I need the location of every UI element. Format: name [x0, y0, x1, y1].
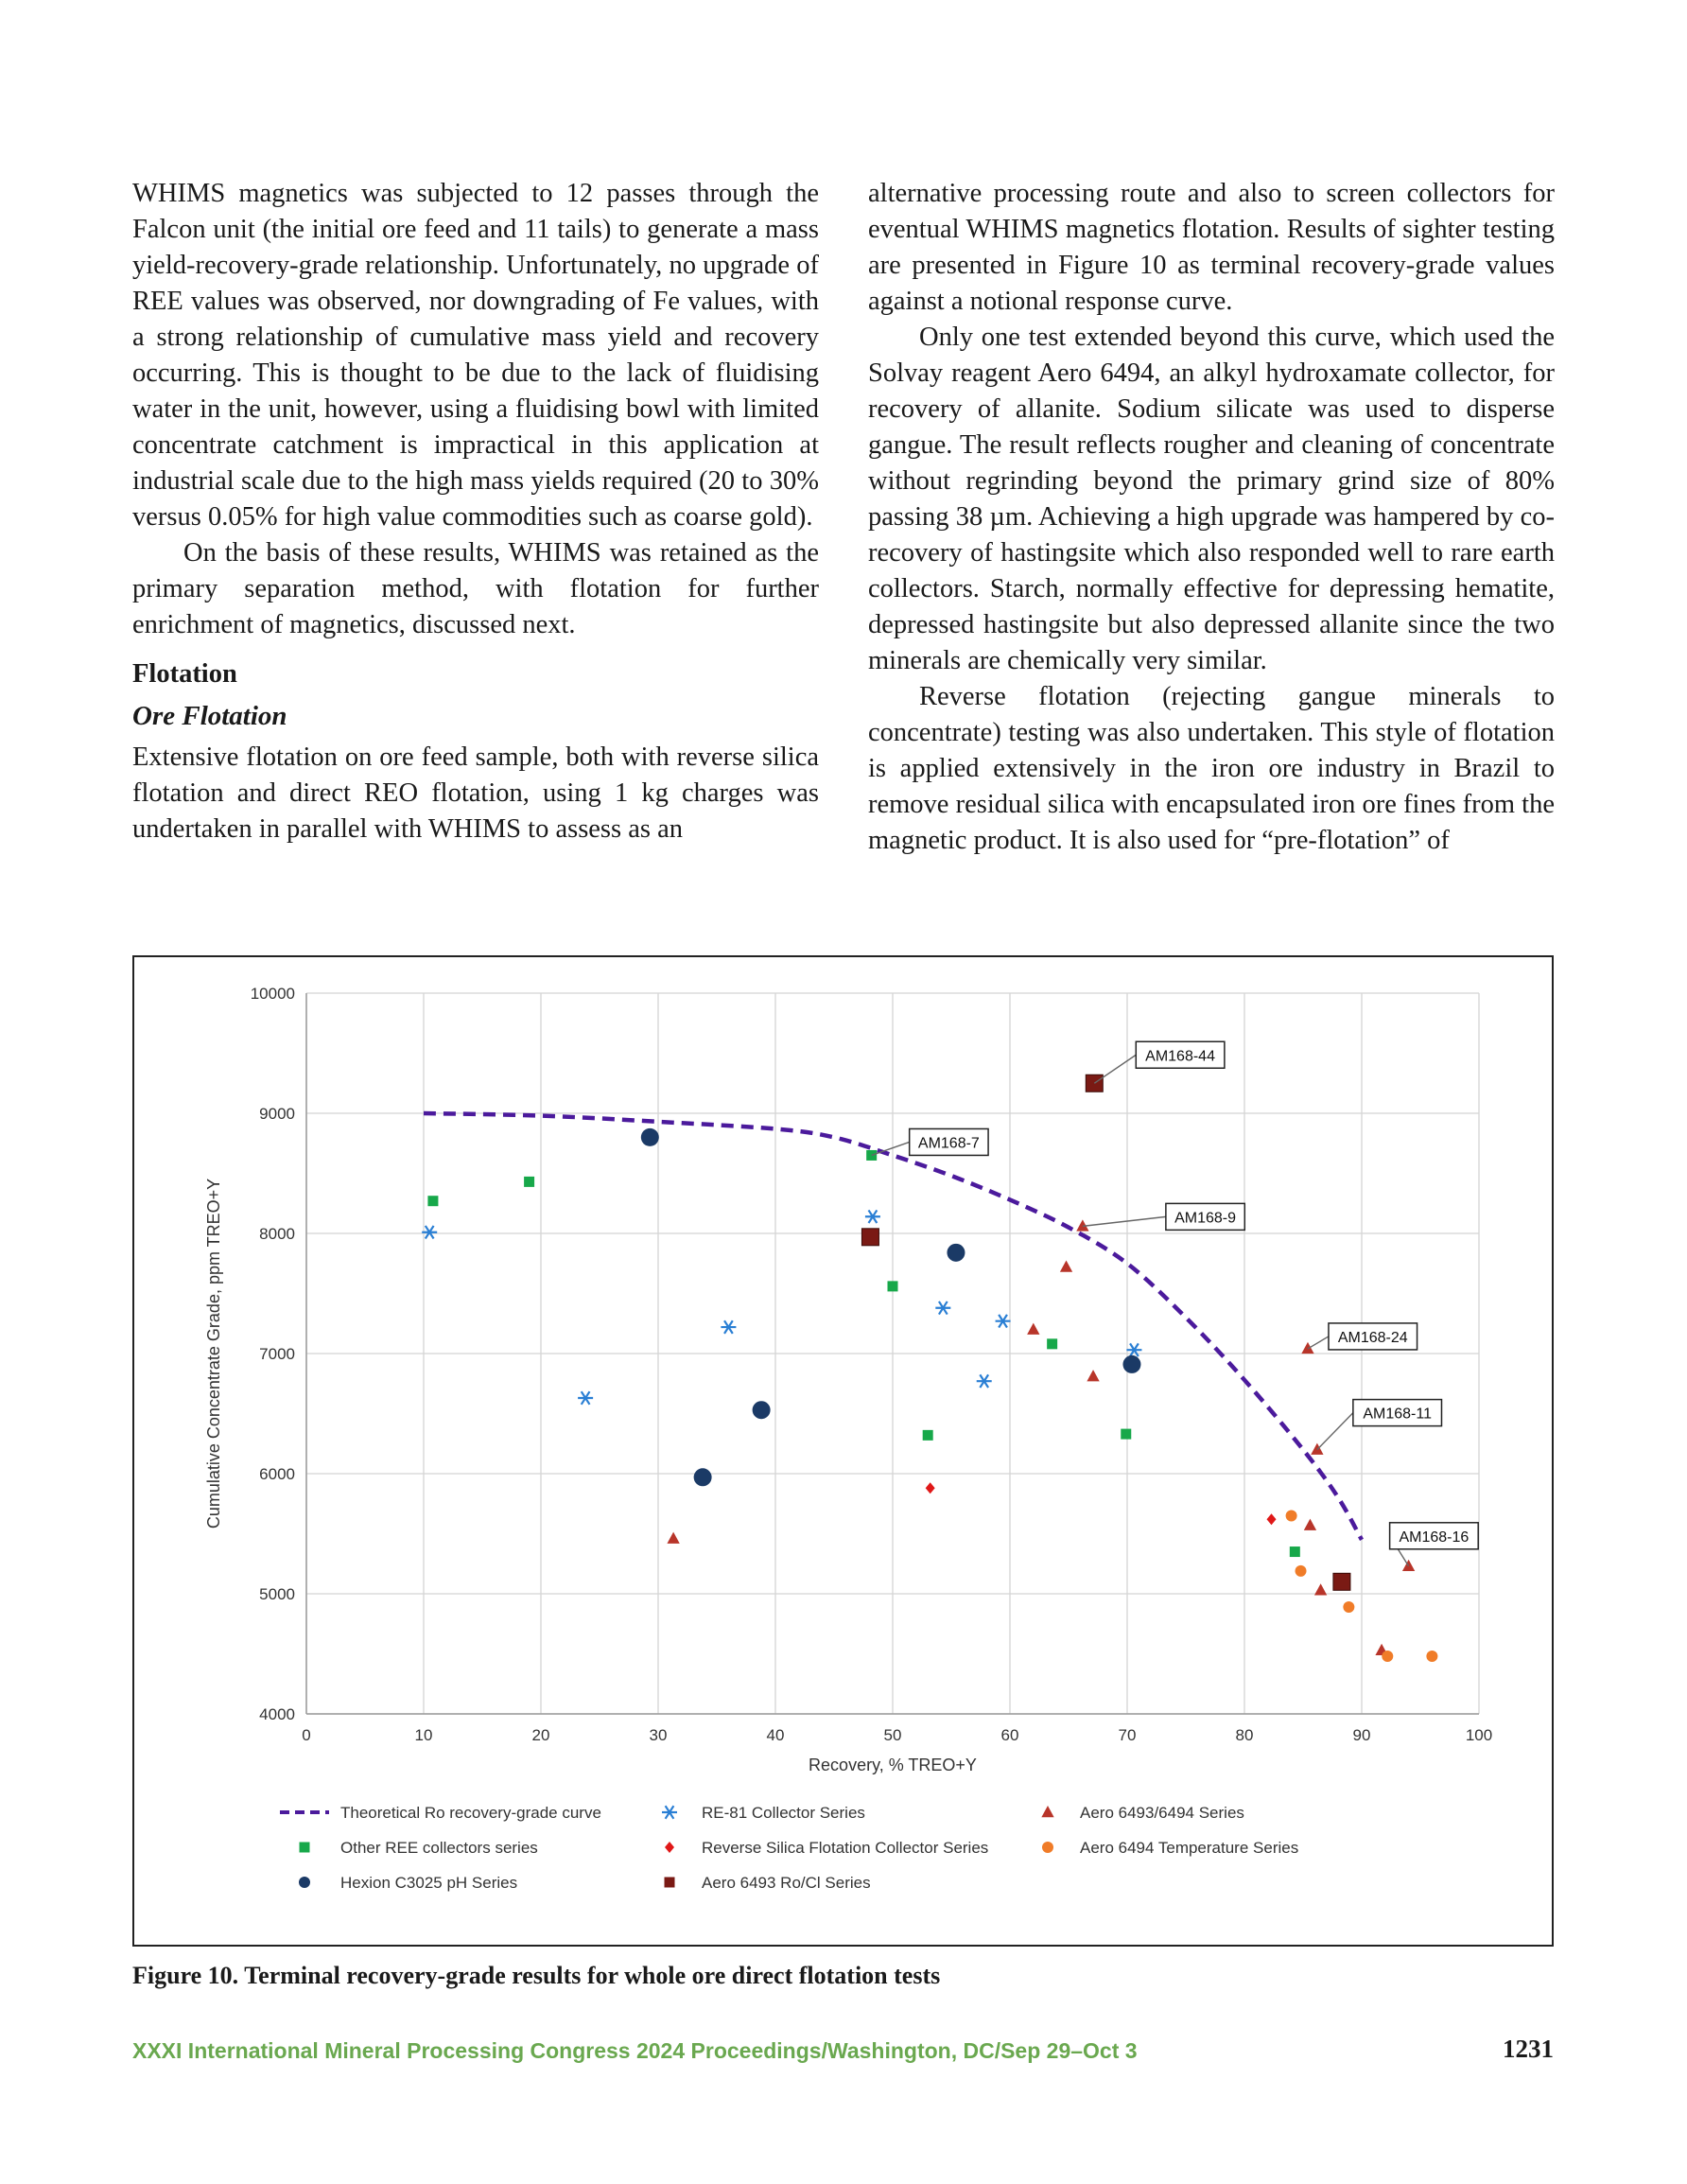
data-point [935, 1302, 950, 1315]
annotation-label: AM168-24 [1337, 1329, 1408, 1346]
data-point [1126, 1343, 1141, 1356]
data-point [1060, 1261, 1072, 1272]
paragraph: alternative processing route and also to screen collectors for eventual WHIMS magnetics flotation. Results of sighter testing are presented in Figure 10 as terminal recovery-grade values against a notional response curve. [868, 179, 1555, 316]
legend-swatch [665, 1842, 674, 1853]
x-tick-label: 0 [302, 1726, 311, 1744]
data-point [923, 1430, 933, 1441]
legend-swatch [1042, 1842, 1053, 1853]
data-point [1304, 1519, 1316, 1530]
data-point [1047, 1338, 1057, 1349]
data-point [1301, 1342, 1313, 1354]
y-axis-label: Cumulative Concentrate Grade, ppm TREO+Y [204, 1178, 223, 1529]
legend-label: Aero 6493/6494 Series [1080, 1804, 1244, 1822]
legend-label: Aero 6494 Temperature Series [1080, 1839, 1299, 1857]
legend-label: Reverse Silica Flotation Collector Series [702, 1839, 989, 1857]
data-point [667, 1532, 679, 1544]
x-tick-label: 10 [414, 1726, 433, 1744]
annotation-leader [1083, 1216, 1166, 1226]
subsection-heading: Ore Flotation [132, 701, 287, 731]
annotation-label: AM168-44 [1145, 1048, 1215, 1065]
paragraph: Only one test extended beyond this curve, which used the Solvay reagent Aero 6494, an alkyl hydroxamate collector, for recovery of allanite. Sodium silicate was used to disperse gangue. The result reflects rougher and cleaning of concentrate without regrinding beyond the primary grind size of 80% passing 38 µm. Achieving a high upgrade was hampered by co-recovery of hastingsite which also responded well to rare earth collectors. Starch, normally effective for depressing hematite, depressed hastingsite but also depressed allanite since the two minerals are chemically very similar. [868, 323, 1555, 675]
section-heading: Flotation [132, 659, 237, 689]
y-tick-label: 8000 [259, 1225, 295, 1243]
data-point [1027, 1323, 1039, 1335]
page-number: 1231 [1503, 2035, 1554, 2063]
legend-swatch [299, 1877, 310, 1888]
x-tick-label: 40 [766, 1726, 785, 1744]
data-point [996, 1315, 1011, 1328]
annotation-label: AM168-16 [1399, 1529, 1470, 1546]
legend-label: Theoretical Ro recovery-grade curve [340, 1804, 601, 1822]
left-text-column [132, 176, 819, 847]
legend-label: RE-81 Collector Series [702, 1804, 865, 1822]
x-tick-label: 90 [1352, 1726, 1371, 1744]
data-point [1267, 1513, 1277, 1525]
data-point [427, 1196, 438, 1206]
paragraph: WHIMS magnetics was subjected to 12 passes through the Falcon unit (the initial ore feed and 11 tails) to generate a mass yield-recovery-grade relationship. Unfortunately, no upgrade of REE values was observed, nor downgrading of Fe values, with a strong relationship of cumulative mass yield and recovery occurring. This is thought to be due to the lack of fluidising water in the unit, however, using a fluidising bowl with limited concentrate catchment is impractical in this application at industrial scale due to the high mass yields required (20 to 30% versus 0.05% for high value commodities such as coarse gold). [132, 179, 819, 532]
data-point [1382, 1651, 1393, 1662]
data-point [1296, 1565, 1307, 1577]
right-text-column [868, 176, 1555, 859]
x-tick-label: 50 [883, 1726, 902, 1744]
footer-proceedings: XXXI International Mineral Processing Congress 2024 Proceedings/Washington, DC/Sep 29–Oct 3 [132, 2038, 1138, 2063]
legend-swatch [665, 1878, 675, 1888]
data-point [1286, 1510, 1297, 1521]
data-point [1087, 1370, 1099, 1381]
paragraph: On the basis of these results, WHIMS was retained as the primary separation method, with flotation for further enrichment of magnetics, discussed next. [132, 538, 819, 639]
figure-caption: Figure 10. Terminal recovery-grade results for whole ore direct flotation tests [132, 1962, 941, 1989]
data-point [694, 1468, 712, 1486]
annotation-label: AM168-9 [1174, 1210, 1237, 1227]
data-point [641, 1128, 659, 1146]
data-point [1121, 1429, 1131, 1440]
y-tick-label: 4000 [259, 1705, 295, 1723]
legend-label: Hexion C3025 pH Series [340, 1874, 518, 1892]
data-point [1290, 1546, 1300, 1557]
data-point [1314, 1583, 1327, 1595]
annotation-label: AM168-11 [1363, 1406, 1433, 1423]
data-point [947, 1244, 965, 1262]
legend-swatch [662, 1806, 677, 1819]
y-tick-label: 9000 [259, 1105, 295, 1123]
data-point [1426, 1651, 1437, 1662]
data-point [578, 1391, 593, 1405]
recovery-grade-chart [134, 957, 1552, 1945]
data-point [524, 1177, 534, 1187]
annotation-leader [872, 1142, 910, 1155]
data-point [721, 1320, 736, 1334]
y-tick-label: 6000 [259, 1465, 295, 1483]
data-point [1343, 1601, 1354, 1613]
data-point [888, 1281, 898, 1291]
y-tick-label: 5000 [259, 1585, 295, 1603]
x-tick-label: 70 [1118, 1726, 1137, 1744]
data-point [865, 1210, 880, 1223]
y-tick-label: 10000 [250, 985, 295, 1003]
x-tick-label: 60 [1000, 1726, 1019, 1744]
x-axis-label: Recovery, % TREO+Y [809, 1756, 977, 1774]
x-tick-label: 20 [531, 1726, 550, 1744]
legend-swatch [1041, 1806, 1053, 1817]
legend-label: Other REE collectors series [340, 1839, 538, 1857]
legend-label: Aero 6493 Ro/Cl Series [702, 1874, 871, 1892]
data-point [1333, 1573, 1350, 1590]
y-tick-label: 7000 [259, 1345, 295, 1363]
legend-swatch [300, 1843, 310, 1853]
data-point [926, 1482, 935, 1494]
data-point [861, 1229, 878, 1246]
figure-frame [132, 955, 1554, 1947]
x-tick-label: 30 [649, 1726, 668, 1744]
annotation-leader [1308, 1337, 1329, 1349]
annotation-leader [1094, 1055, 1136, 1083]
data-point [977, 1374, 992, 1388]
annotation-label: AM168-7 [917, 1135, 980, 1152]
paragraph: Reverse flotation (rejecting gangue minerals to concentrate) testing was also undertaken. This style of flotation is applied extensively in the iron ore industry in Brazil to remove residual silica with encapsulated iron ore fines from the magnetic product. It is also used for “pre-flotation” of [868, 682, 1555, 855]
x-tick-label: 100 [1465, 1726, 1493, 1744]
annotation-leader [1317, 1413, 1353, 1450]
data-point [1122, 1355, 1140, 1373]
data-point [753, 1401, 771, 1419]
paragraph: Extensive flotation on ore feed sample, both with reverse silica flotation and direct REO flotation, using 1 kg charges was undertaken in parallel with WHIMS to assess as an [132, 743, 819, 844]
x-tick-label: 80 [1235, 1726, 1254, 1744]
